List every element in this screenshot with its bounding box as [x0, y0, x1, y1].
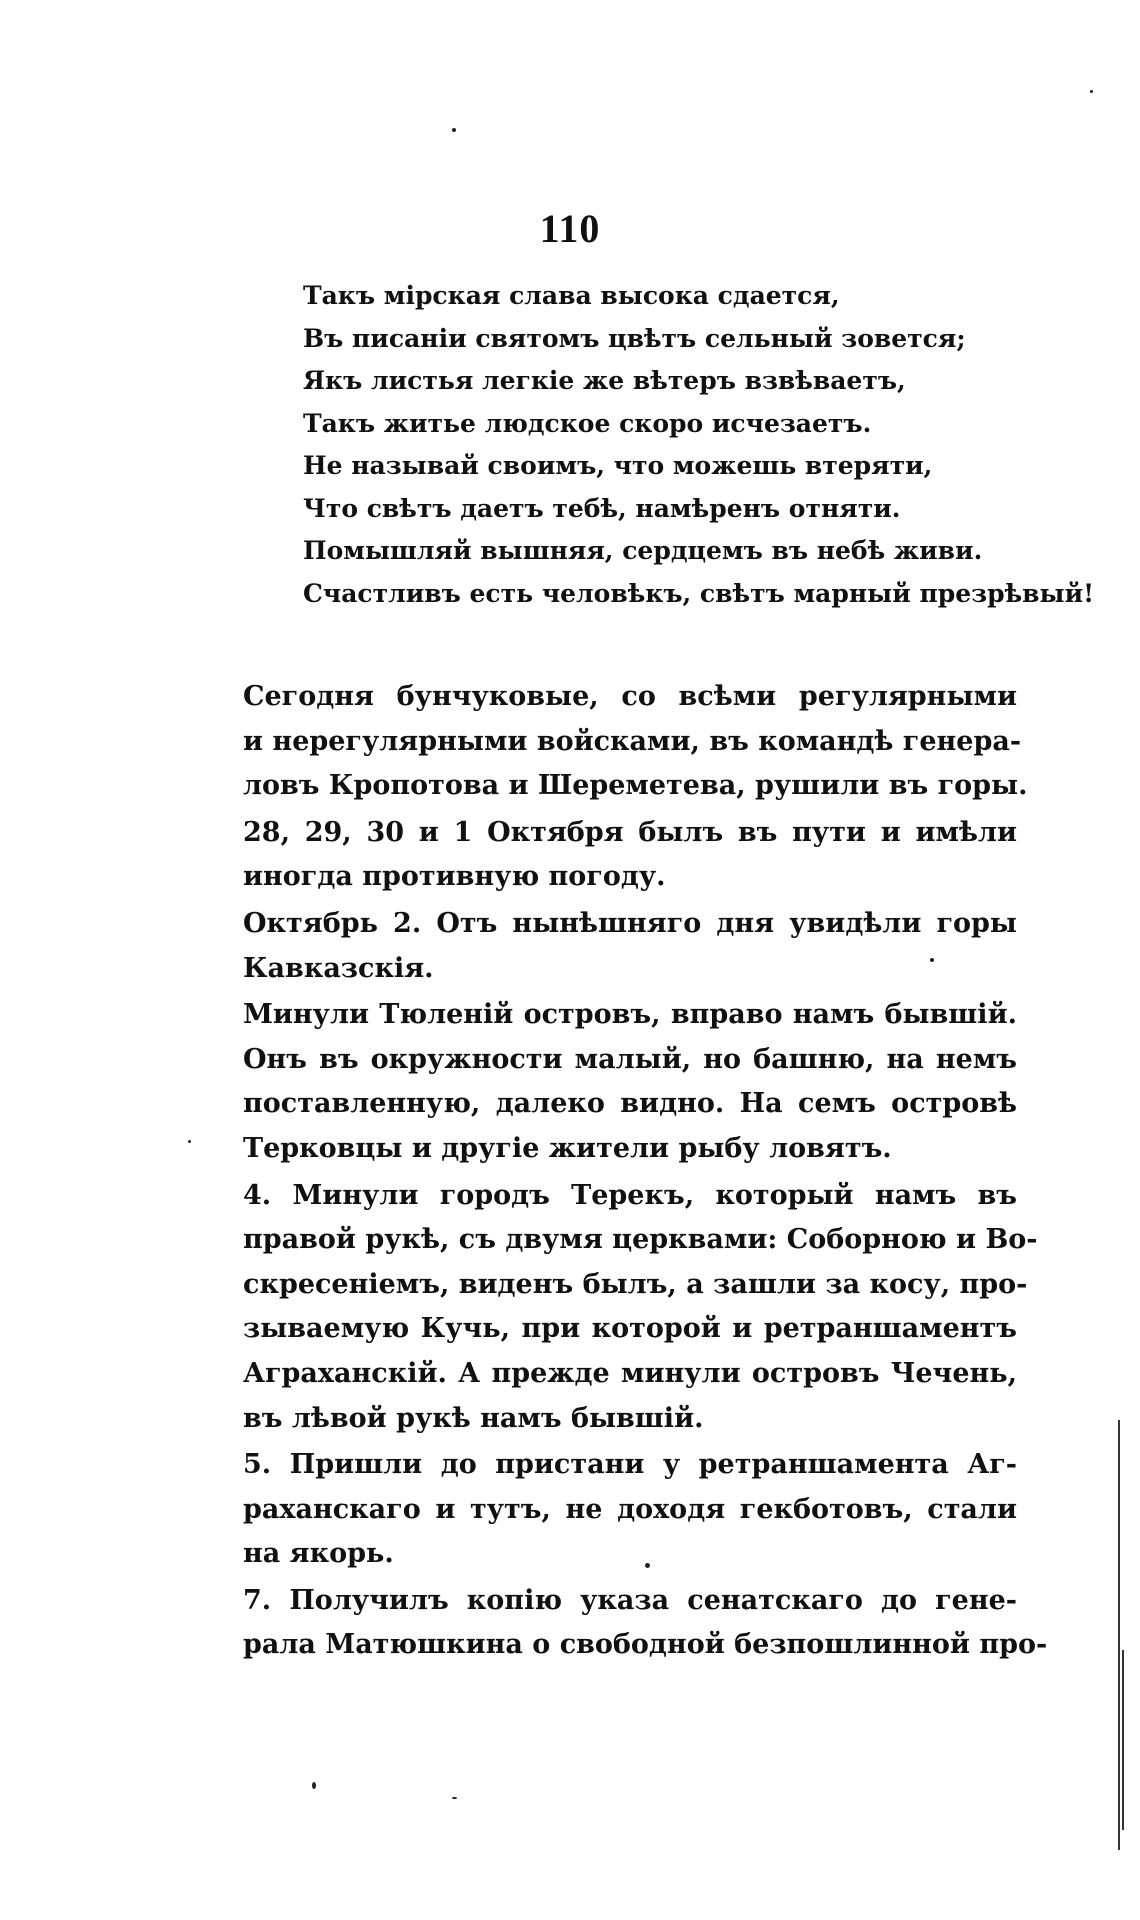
text-line: раханскаго и тутъ, не доходя гекботовъ, стали: [243, 1493, 1017, 1525]
text-line: 5. Пришли до пристани у ретраншамента Аг-: [243, 1449, 1017, 1481]
verse-line: Не называй своимъ, что можешь втеряти,: [303, 451, 933, 480]
page-edge-mark: [1122, 1650, 1124, 1830]
text-line: Октябрь 2. Отъ нынѣшняго дня увидѣли горы: [243, 907, 1017, 939]
text-line: поставленную, далеко видно. На семъ островѣ: [243, 1088, 1017, 1120]
text-line: 28, 29, 30 и 1 Октября былъ въ пути и имѣли: [243, 816, 1017, 848]
text-line: Терковцы и другіе жители рыбу ловятъ.: [243, 1132, 892, 1164]
text-line: 7. Получилъ копію указа сенатскаго до гене-: [243, 1584, 1017, 1616]
scan-speck: [645, 1563, 650, 1568]
paragraph: [243, 1579, 1048, 1668]
verse-line: Счастливъ есть человѣкъ, свѣтъ марный презрѣвый!: [303, 578, 1095, 608]
text-line: Сегодня бунчуковые, со всѣми регулярными: [243, 681, 1017, 712]
text-line: Минули Тюленій островъ, вправо намъ бывшій.: [243, 999, 1017, 1031]
text-line: Онъ въ окружности малый, но башню, на немъ: [243, 1043, 1017, 1075]
text-line: правой рукѣ, съ двумя церквами: Соборною и Во-: [243, 1224, 1038, 1256]
text-line: рала Матюшкина о свободной безпошлинной про-: [243, 1629, 1048, 1661]
paragraph: [243, 1443, 1017, 1577]
text-line: ловъ Кропотова и Шереметева, рушили въ горы.: [243, 770, 1028, 802]
scan-speck: [1090, 90, 1093, 93]
verse-line: Такъ мірская слава высока сдается,: [303, 281, 840, 310]
verse-line: Якъ листья легкіе же вѣтеръ взвѣваетъ,: [303, 366, 906, 395]
paragraph: [243, 902, 1017, 991]
text-line: 4. Минули городъ Терекъ, который намъ въ: [243, 1179, 1017, 1211]
text-line: иногда противную погоду.: [243, 861, 666, 893]
text-line: въ лѣвой рукѣ намъ бывшій.: [243, 1402, 704, 1434]
verse-line: Что свѣтъ даетъ тебѣ, намѣренъ отняти.: [303, 493, 901, 523]
scan-speck: [312, 1782, 316, 1789]
paragraph: [243, 993, 1017, 1171]
text-line: и нерегулярными войсками, въ командѣ генера-: [243, 725, 1022, 757]
page-edge-mark: [1118, 1420, 1120, 1850]
text-line: зываемую Кучь, при которой и ретраншаментъ: [243, 1313, 1017, 1345]
page-number: 110: [539, 206, 601, 251]
verse-line: Помышляй вышняя, сердцемъ въ небѣ живи.: [303, 536, 983, 565]
text-line: Кавказскія.: [243, 952, 434, 984]
verse-block: [303, 275, 1095, 615]
verse-line: Въ писаніи святомъ цвѣтъ сельный зовется;: [303, 323, 966, 353]
paragraph: [243, 675, 1028, 809]
scan-speck: [188, 1140, 191, 1143]
text-line: скресеніемъ, виденъ былъ, а зашли за косу, про-: [243, 1268, 1028, 1300]
verse-line: Такъ житье людское скоро исчезаетъ.: [303, 408, 872, 438]
scan-speck: [930, 958, 934, 962]
text-line: Аграханскій. А прежде минули островъ Чечень,: [243, 1357, 1017, 1389]
paragraph: [243, 1174, 1038, 1442]
text-line: на якорь.: [243, 1538, 394, 1570]
scan-speck: [452, 1797, 457, 1799]
paragraph: [243, 811, 1017, 900]
scan-speck: [452, 128, 456, 132]
prose-body: [243, 675, 1048, 1668]
